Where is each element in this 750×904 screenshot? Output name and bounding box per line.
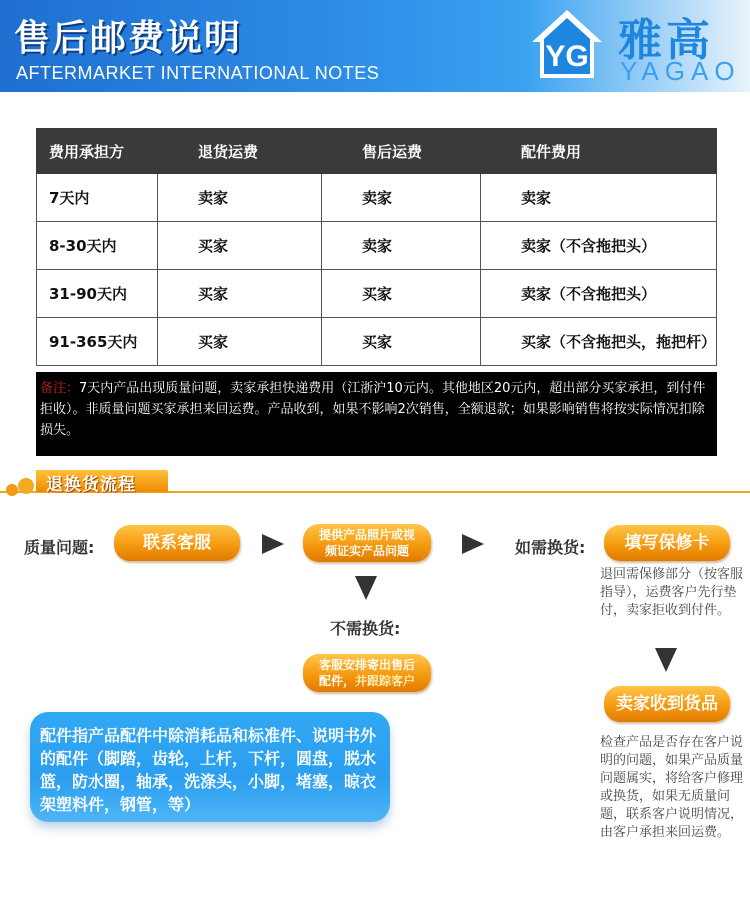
table-cell: 8-30天内 xyxy=(37,222,158,270)
table-cell: 7天内 xyxy=(37,174,158,222)
arrow-down-icon xyxy=(655,648,677,672)
table-header-cell: 退货运费 xyxy=(158,129,322,174)
postage-fee-table xyxy=(36,128,717,366)
page-title: 售后邮费说明 xyxy=(14,17,243,59)
table-cell: 买家（不含拖把头，拖把杆） xyxy=(481,318,717,366)
no-exchange-label: 不需换货: xyxy=(330,619,401,638)
reship-line2-b: 并跟踪客户 xyxy=(355,674,416,688)
logo-house-icon xyxy=(528,6,606,84)
table-cell: 卖家 xyxy=(322,174,481,222)
fill-warranty-step: 填写保修卡 xyxy=(604,525,730,561)
table-header-cell: 费用承担方 xyxy=(37,129,158,174)
brand-name-en: YAGAO xyxy=(620,56,741,86)
table-header-cell: 配件费用 xyxy=(481,129,717,174)
table-cell: 买家 xyxy=(158,270,322,318)
table-row xyxy=(37,318,717,366)
table-row xyxy=(37,222,717,270)
note-label: 备注： xyxy=(40,381,80,396)
table-cell: 卖家（不含拖把头） xyxy=(481,222,717,270)
table-cell: 卖家 xyxy=(481,174,717,222)
provide-photos-step xyxy=(303,524,431,562)
table-cell: 31-90天内 xyxy=(37,270,158,318)
reship-line2-a: 配件， xyxy=(318,674,355,688)
table-cell: 买家 xyxy=(158,222,322,270)
section-title: 退换货流程 xyxy=(46,475,136,495)
table-header-row xyxy=(37,129,717,174)
note-text: 7天内产品出现质量问题，卖家承担快递费用（江浙沪10元内。其他地区20元内，超出部分买家承担，到付件拒收）。非质量问题买家承担来回运费。产品收到，如果不影响2次销售，全额退款；如果影响销售将按实际情况扣除损失。 xyxy=(40,381,706,438)
table-cell: 卖家 xyxy=(158,174,322,222)
need-exchange-label: 如需换货: xyxy=(515,538,586,557)
contact-service-step: 联系客服 xyxy=(114,525,240,561)
table-cell: 买家 xyxy=(158,318,322,366)
reship-parts-step xyxy=(303,654,431,692)
decor-dot-icon xyxy=(6,484,18,496)
quality-issue-label: 质量问题: xyxy=(24,538,95,557)
reship-line2 xyxy=(303,673,431,689)
table-cell: 买家 xyxy=(322,318,481,366)
inspection-description: 检查产品是否存在客户说明的问题，如果产品质量问题属实，将给客户修理或换货，如果无质量问题，联系客户说明情况，由客户承担来回运费。 xyxy=(600,735,744,840)
page-subtitle: AFTERMARKET INTERNATIONAL NOTES xyxy=(16,63,380,83)
table-header-cell: 售后运费 xyxy=(322,129,481,174)
arrow-right-icon xyxy=(262,534,284,554)
parts-definition-box: 配件指产品配件中除消耗品和标准件、说明书外的配件（脚踏，齿轮，上杆，下杆，圆盘，脱水篮，防水圈，轴承，洗涤头，小脚，堵塞，晾衣架塑料件，钢管，等） xyxy=(30,712,390,822)
arrow-down-icon xyxy=(355,576,377,600)
note-box xyxy=(36,372,717,456)
brand-name-cn: 雅高 xyxy=(618,15,714,66)
table-cell: 卖家（不含拖把头） xyxy=(481,270,717,318)
table-row xyxy=(37,174,717,222)
provide-photos-line1: 提供产品照片或视 xyxy=(318,528,415,542)
seller-received-step: 卖家收到货品 xyxy=(604,686,730,722)
arrow-right-icon xyxy=(462,534,484,554)
reship-line1: 客服安排寄出售后 xyxy=(318,658,415,672)
logo-text: YG xyxy=(545,40,589,73)
table-cell: 买家 xyxy=(322,270,481,318)
warranty-description: 退回需保修部分（按客服指导），运费客户先行垫付，卖家拒收到付件。 xyxy=(600,567,744,618)
table-cell: 卖家 xyxy=(322,222,481,270)
provide-photos-line2: 频证实产品问题 xyxy=(324,544,409,558)
decor-dot-icon xyxy=(18,478,34,494)
table-cell: 91-365天内 xyxy=(37,318,158,366)
table-row xyxy=(37,270,717,318)
